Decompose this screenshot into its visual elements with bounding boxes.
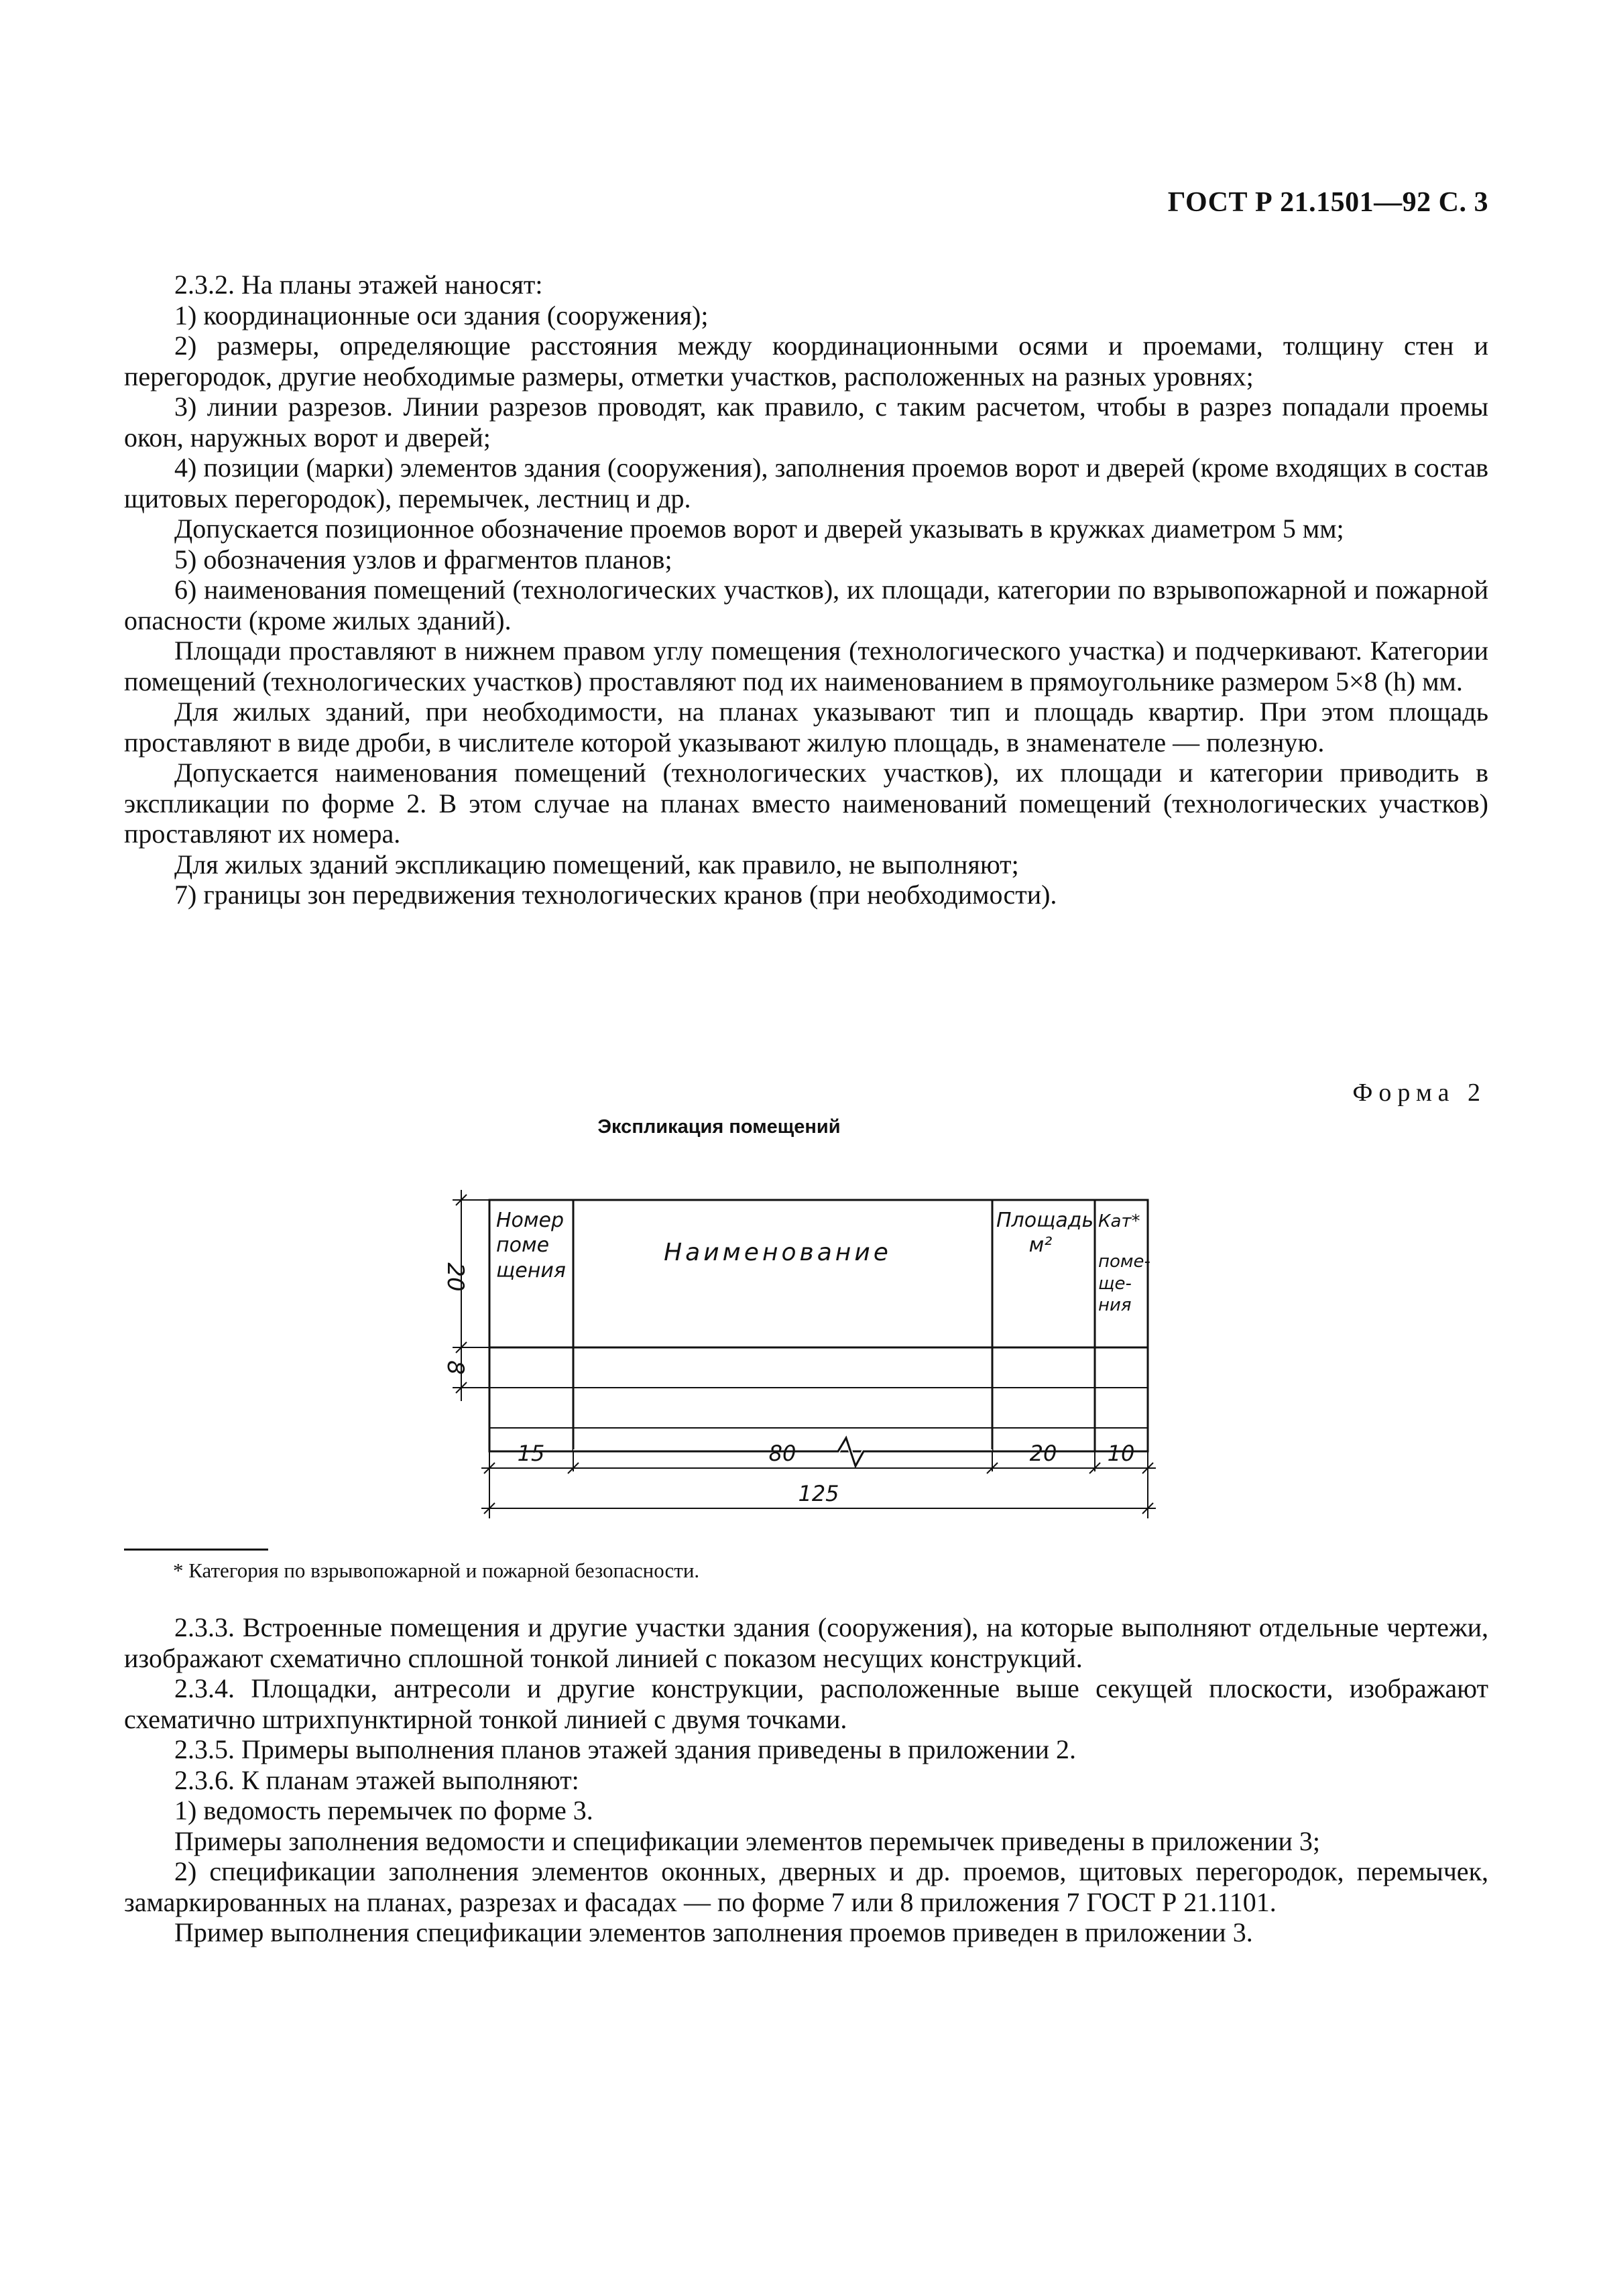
header-area-line1: Площадь	[996, 1209, 1094, 1232]
dim-total-width: 125	[798, 1481, 839, 1506]
text-block-top	[124, 269, 1488, 910]
paragraph: 7) границы зон передвижения технологических кранов (при необходимости).	[174, 880, 1057, 910]
text-block-bottom	[124, 1612, 1488, 1948]
paragraph: 1) ведомость перемычек по форме 3.	[174, 1795, 593, 1825]
header-number-line3: щения	[496, 1259, 566, 1282]
footnote: * Категория по взрывопожарной и пожарной безопасности.	[173, 1559, 700, 1582]
paragraph: Для жилых зданий, при необходимости, на планах указывают тип и площадь квартир. При этом площадь проставляют в виде дроби, в числителе которой указывают жилую площадь, в знаменателе — полезную.	[124, 697, 1488, 758]
header-number-line1: Номер	[496, 1209, 565, 1232]
dim-row-body: 8	[442, 1360, 469, 1375]
paragraph: 4) позиции (марки) элементов здания (сооружения), заполнения проемов ворот и дверей (кроме входящих в состав щитовых перегородок), перемычек, лестниц и др.	[124, 452, 1488, 513]
table-title: Экспликация помещений	[597, 1116, 841, 1138]
paragraph: Пример выполнения спецификации элементов заполнения проемов приведен в приложении 3.	[174, 1917, 1253, 1947]
paragraph: 2) спецификации заполнения элементов оконных, дверных и др. проемов, щитовых перегородок, перемычек, замаркированных на планах, разрезах и фасадах — по форме 7 или 8 приложения 7 ГОСТ Р 21.1101.	[124, 1856, 1488, 1917]
header-category-line4: ния	[1098, 1295, 1132, 1315]
paragraph: Примеры заполнения ведомости и спецификации элементов перемычек приведены в приложении 3;	[174, 1825, 1320, 1856]
paragraph: 2.3.3. Встроенные помещения и другие участки здания (сооружения), на которые выполняют отдельные чертежи, изображают схематично сплошной тонкой линией с показом несущих конструкций.	[124, 1612, 1488, 1673]
header-category-line1: Кат*	[1098, 1211, 1140, 1231]
paragraph: 1) координационные оси здания (сооружения);	[174, 300, 709, 330]
header-name: Наименование	[664, 1239, 892, 1266]
form-label: Форма 2	[1352, 1079, 1486, 1107]
paragraph: 2.3.4. Площадки, антресоли и другие конструкции, расположенные выше секущей плоскости, изображают схематично штрихпунктирной тонкой линией с двумя точками.	[124, 1673, 1488, 1734]
dim-col-number: 15	[517, 1441, 545, 1466]
paragraph: 2.3.2. На планы этажей наносят:	[174, 269, 543, 300]
header-area-line2: м²	[1028, 1233, 1053, 1257]
dim-col-category: 10	[1107, 1441, 1135, 1466]
paragraph: 3) линии разрезов. Линии разрезов проводят, как правило, с таким расчетом, чтобы в разрез попадали проемы окон, наружных ворот и дверей;	[124, 391, 1488, 452]
paragraph: 2) размеры, определяющие расстояния между координационными осями и проемами, толщину стен и перегородок, другие необходимые размеры, отметки участков, расположенных на разных уровнях;	[124, 330, 1488, 391]
paragraph: Площади проставляют в нижнем правом углу помещения (технологического участка) и подчеркивают. Категории помещений (технологических участков) проставляют под их наименованием в прямоугольнике размером 5×8 (h) мм.	[124, 636, 1488, 697]
header-category-line3: ще-	[1098, 1274, 1132, 1294]
header-category-line2: поме-	[1098, 1252, 1150, 1272]
dim-row-header: 20	[442, 1262, 469, 1292]
dim-col-area: 20	[1029, 1441, 1057, 1466]
header-number-line2: поме	[496, 1233, 550, 1257]
paragraph: Допускается позиционное обозначение проемов ворот и дверей указывать в кружках диаметром 5 мм;	[174, 513, 1344, 544]
paragraph: 5) обозначения узлов и фрагментов планов;	[174, 544, 672, 575]
dim-col-name: 80	[768, 1441, 796, 1466]
paragraph: Для жилых зданий экспликацию помещений, как правило, не выполняют;	[174, 849, 1019, 880]
paragraph: 2.3.6. К планам этажей выполняют:	[174, 1764, 579, 1795]
footnote-rule	[124, 1549, 268, 1551]
paragraph: 2.3.5. Примеры выполнения планов этажей здания приведены в приложении 2.	[174, 1734, 1076, 1764]
explication-form-drawing	[402, 1176, 1167, 1525]
paragraph: 6) наименования помещений (технологических участков), их площади, категории по взрывопожарной и пожарной опасности (кроме жилых зданий).	[124, 575, 1488, 636]
paragraph: Допускается наименования помещений (технологических участков), их площади и категории приводить в экспликации по форме 2. В этом случае на планах вместо наименований помещений (технологических участков) проставляют их номера.	[124, 758, 1488, 849]
page-header: ГОСТ Р 21.1501—92 С. 3	[1167, 187, 1488, 218]
